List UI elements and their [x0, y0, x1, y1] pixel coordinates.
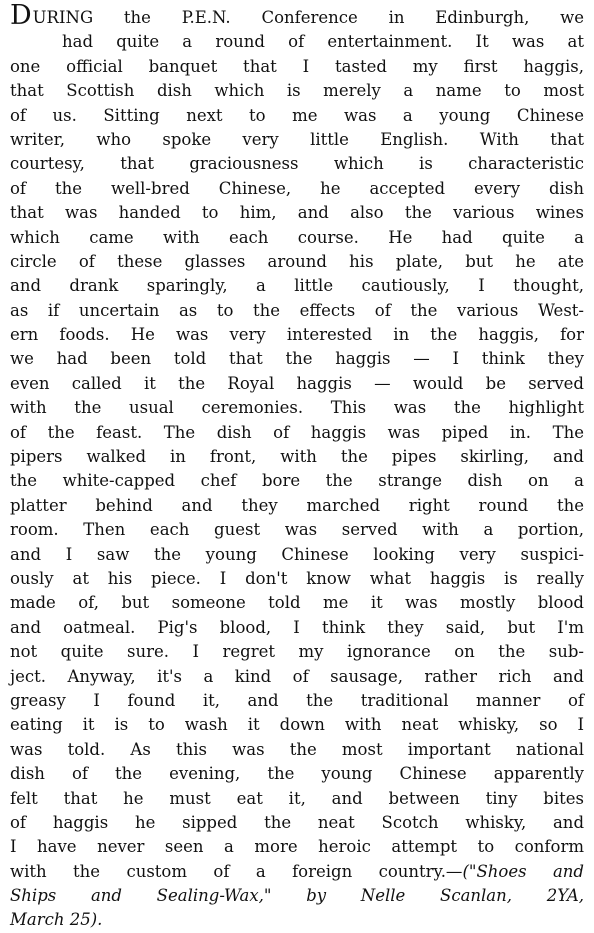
article-line: writer, who spoke very little English. With that: [10, 129, 584, 149]
article-line: of us. Sitting next to me was a young Chinese: [10, 105, 584, 125]
article-line: one official banquet that I tasted my first haggis,: [10, 56, 584, 76]
article-line: of haggis he sipped the neat Scotch whisky, and: [10, 812, 584, 832]
article-line: and oatmeal. Pig's blood, I think they said, but I'm: [10, 617, 584, 637]
article-line: as if uncertain as to the effects of the various West-: [10, 300, 584, 320]
article-line: eating it is to wash it down with neat whisky, so I: [10, 715, 584, 735]
article-line: of the feast. The dish of haggis was piped in. The: [10, 422, 584, 442]
article-line: with the usual ceremonies. This was the highlight: [10, 398, 584, 418]
article-line: of the well-bred Chinese, he accepted every dish: [10, 178, 584, 198]
article-line: that Scottish dish which is merely a name to most: [10, 81, 584, 101]
article-line: which came with each course. He had quite a: [10, 227, 584, 247]
article-line: ern foods. He was very interested in the haggis, for: [10, 325, 584, 345]
article-line: was told. As this was the most important national: [10, 739, 584, 759]
line-text: URING the P.E.N. Conference in Edinburgh, we: [32, 8, 584, 27]
article-line: ously at his piece. I don't know what haggis is really: [10, 568, 584, 588]
source-citation-start: ("Shoes and: [462, 861, 584, 881]
article-line: even called it the Royal haggis — would be served: [10, 373, 584, 393]
article-line: [10, 0, 584, 31]
article-line: circle of these glasses around his plate, but he ate: [10, 251, 584, 271]
source-citation: Ships and Sealing-Wax," by Nelle Scanlan, 2YA,: [10, 886, 584, 906]
article-line: platter behind and they marched right round the: [10, 495, 584, 515]
article-text-block: [10, 0, 584, 933]
article-line: and drank sparingly, a little cautiously, I thought,: [10, 276, 584, 296]
article-line: we had been told that the haggis — I think they: [10, 349, 584, 369]
article-line: dish of the evening, the young Chinese apparently: [10, 764, 584, 784]
article-line: courtesy, that graciousness which is characteristic: [10, 154, 584, 174]
article-line: the white-capped chef bore the strange dish on a: [10, 471, 584, 491]
article-line: I have never seen a more heroic attempt to conform: [10, 837, 584, 857]
article-line: greasy I found it, and the traditional manner of: [10, 690, 584, 710]
article-line: not quite sure. I regret my ignorance on the sub-: [10, 642, 584, 662]
article-line: and I saw the young Chinese looking very suspici-: [10, 544, 584, 564]
line-text: with the custom of a foreign country.—: [10, 861, 463, 881]
article-line: that was handed to him, and also the various wines: [10, 203, 584, 223]
article-line: ject. Anyway, it's a kind of sausage, rather rich and: [10, 666, 584, 686]
article-line: [10, 860, 584, 884]
article-line: had quite a round of entertainment. It was at: [62, 32, 584, 52]
article-line: room. Then each guest was served with a portion,: [10, 520, 584, 540]
article-line: felt that he must eat it, and between tiny bites: [10, 788, 584, 808]
drop-cap: D: [10, 0, 32, 31]
article-line: pipers walked in front, with the pipes skirling, and: [10, 447, 584, 467]
source-citation-end: March 25).: [10, 910, 103, 930]
article-line: made of, but someone told me it was mostly blood: [10, 593, 584, 613]
